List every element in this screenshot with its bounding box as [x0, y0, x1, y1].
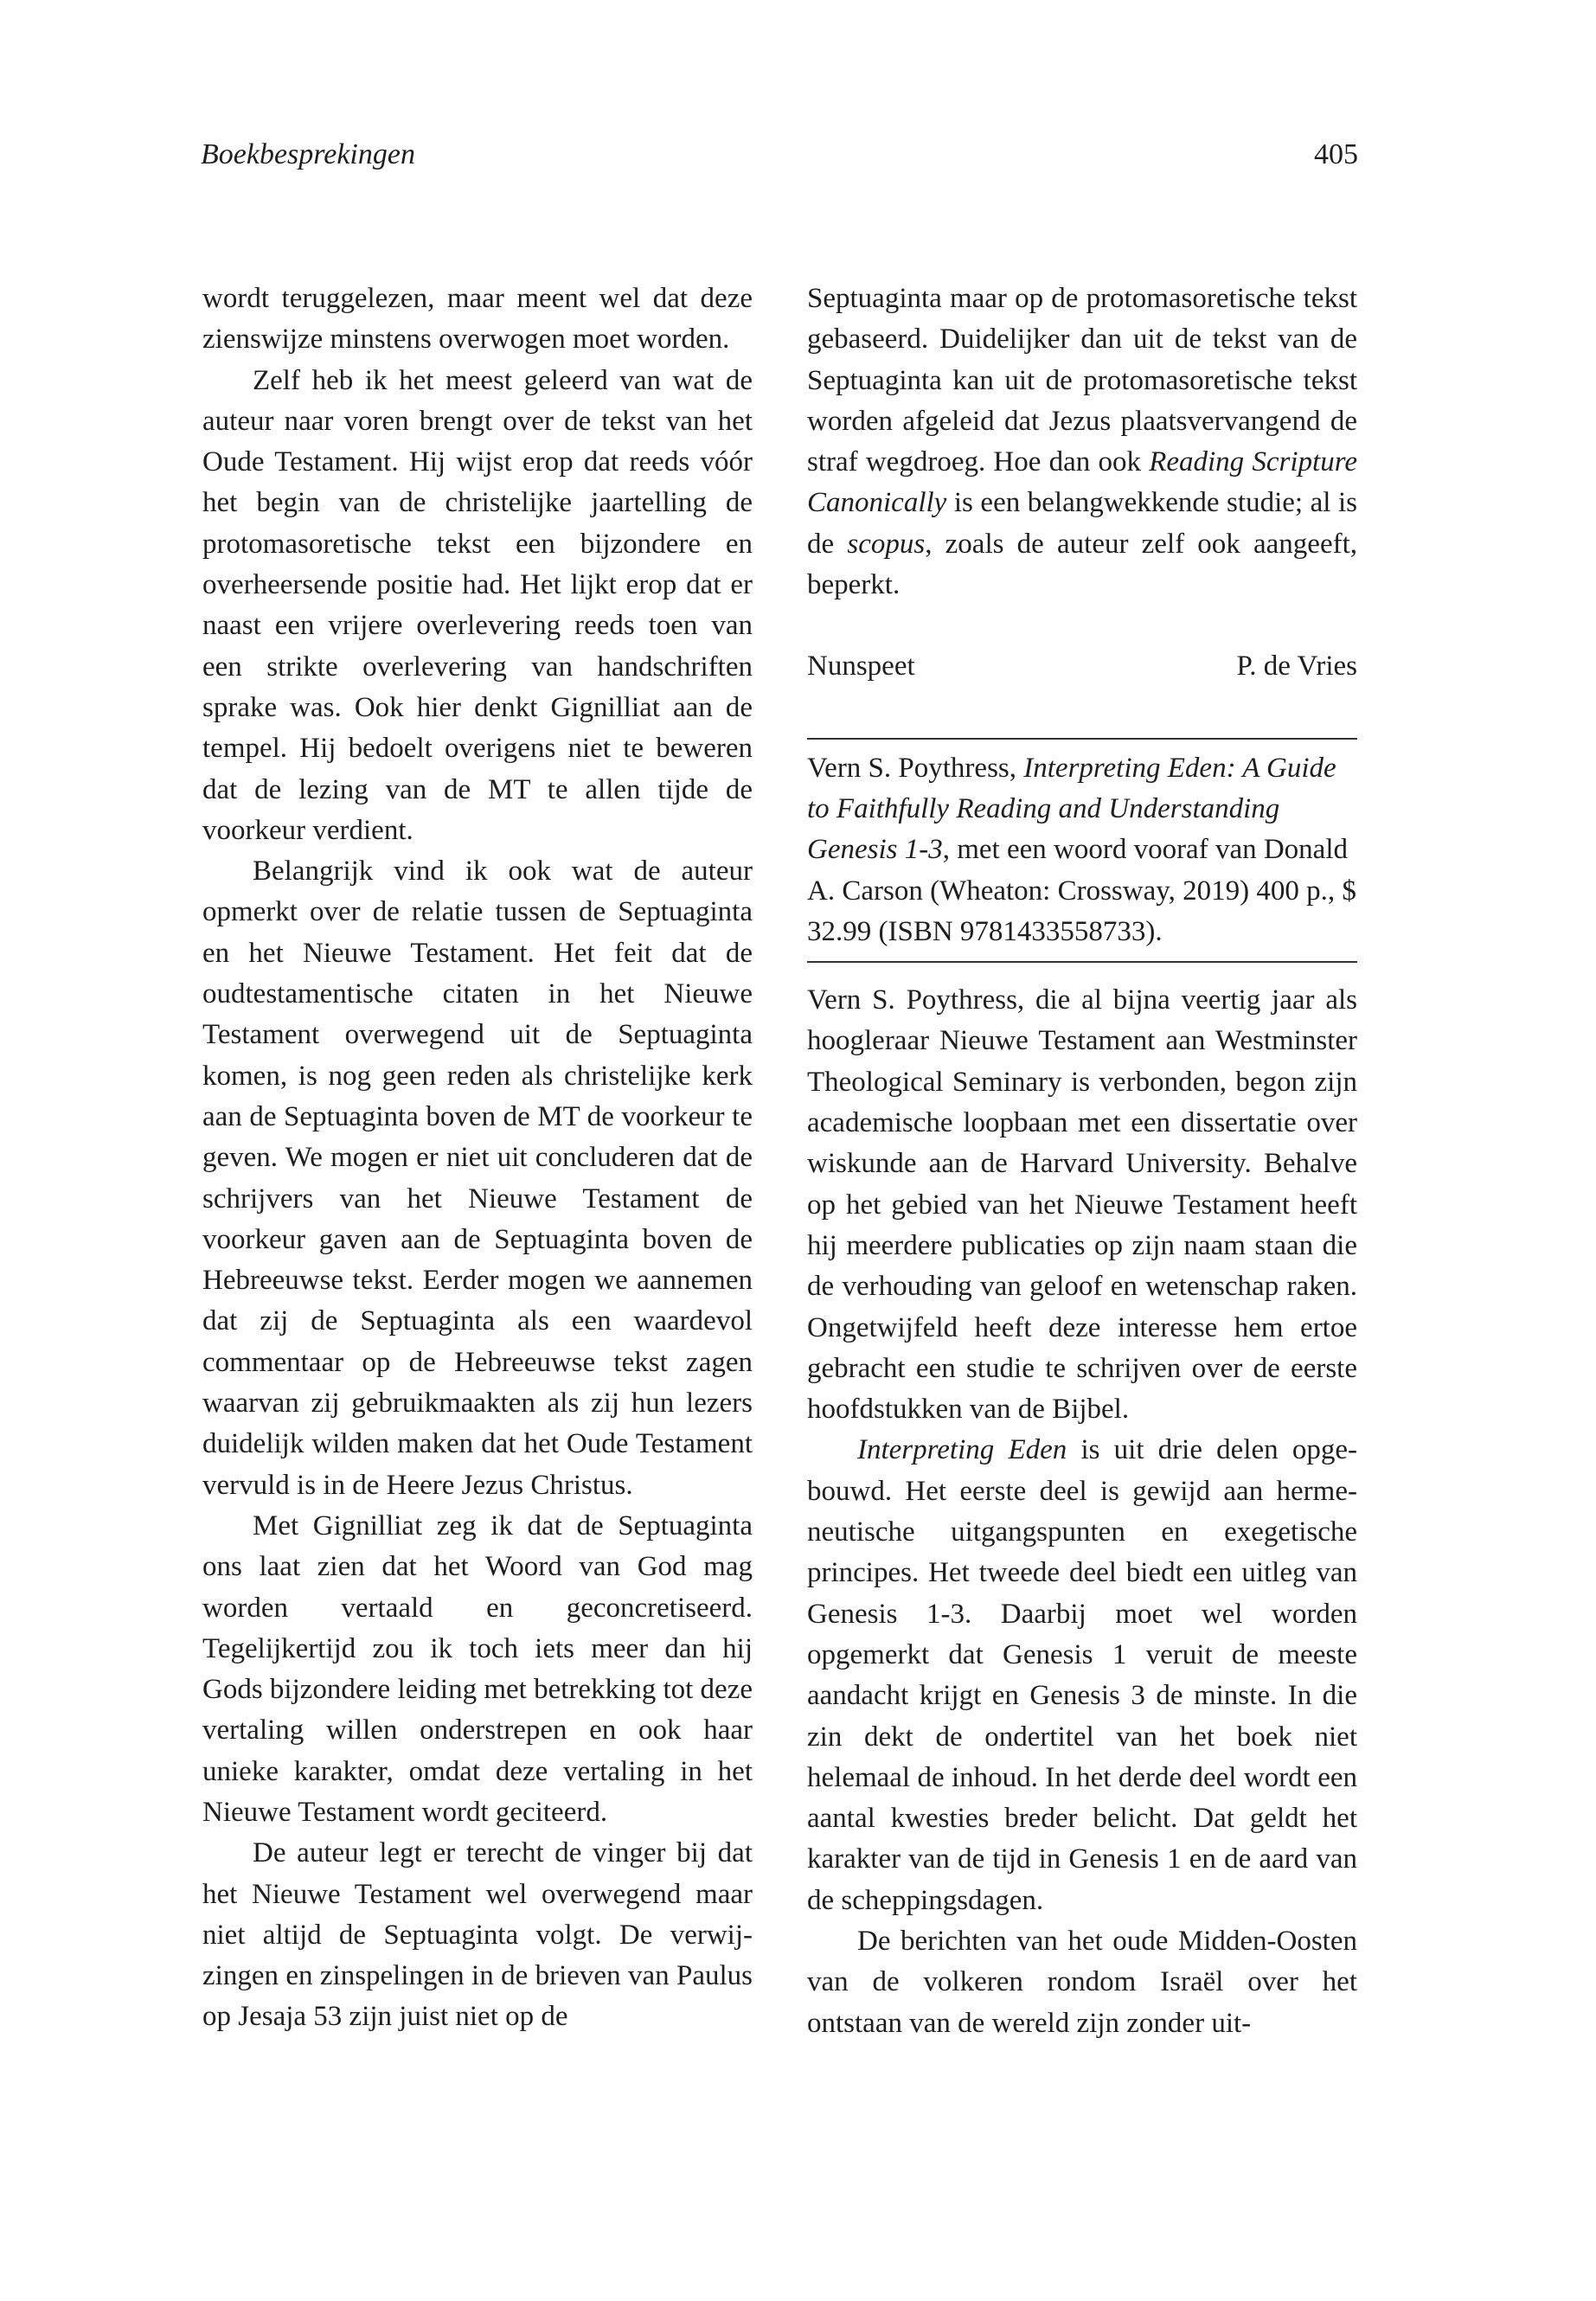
paragraph: [807, 1921, 1357, 2044]
signoff-place: Nunspeet: [807, 651, 915, 683]
paragraph: [807, 1430, 1357, 1921]
italic-text: scopus: [847, 528, 926, 560]
text-run: , met een woord vooraf van Donald A. Carson (Wheaton: Crossway, 2019) 400 p., $ 32.99 (ISBN 9781433558733).: [807, 834, 1356, 947]
paragraph: [202, 279, 753, 361]
paragraph: [202, 1833, 753, 2037]
left-column: [202, 279, 753, 2038]
right-column: [807, 279, 1357, 2044]
review-ending: [807, 279, 1357, 606]
paragraph: [202, 1506, 753, 1833]
text-run: is uit drie delen opgebouwd. Het eerste deel is gewijd aan hermeneutische uitgangspunten en exegetische principes. Het tweede deel biedt een uitleg van Genesis 1-3. Daarbij moet wel worden opgemerkt dat Genesis 1 veruit de meeste aandacht krijgt en Genesis 3 de minste. In die zin dekt de ondertitel van het boek niet helemaal de inhoud. In het derde deel wordt een aantal kwesties breder belicht. Dat geldt het karakter van de tijd in Genesis 1 en de aard van de scheppingsdagen.: [807, 1434, 1357, 1916]
text-run: Vern S. Poythress,: [807, 752, 1024, 784]
italic-text: Reading Scripture Canonically: [807, 446, 1357, 519]
review-signoff: [807, 646, 1357, 687]
signoff-reviewer: P. de Vries: [1236, 651, 1357, 683]
paragraph: [202, 851, 753, 1506]
paragraph: [202, 361, 753, 852]
text-run: Vern S. Poythress, die al bijna veertig jaar als hoogleraar Nieuwe Testament aan Westminster Theological Seminary is verbonden, begon zijn academische loopbaan met een dissertatie over wiskunde aan de Harvard University. Behalve op het gebied van het Nieuwe Testament heeft hij meerdere publicaties op zijn naam staan die de verhouding van geloof en wetenschap raken. Ongetwijfeld heeft deze interesse hem ertoe gebracht een studie te schrijven over de eerste hoofdstukken van de Bijbel.: [807, 984, 1357, 1426]
paragraph: [807, 980, 1357, 1430]
text-run: wordt teruggelezen, maar meent wel dat deze zienswijze minstens overwogen moet worden.: [202, 283, 753, 356]
text-run: Met Gignilliat zeg ik dat de Septuaginta ons laat zien dat het Woord van God mag worden vertaald en geconcretiseerd. Tegelijkertijd zou ik toch iets meer dan hij Gods bijzondere leiding met betrekking tot deze vertaling willen onderstrepen en ook haar unieke karakter, omdat deze vertaling in het Nieuwe Testament wordt geciteerd.: [202, 1509, 753, 1828]
page-number: 405: [1314, 138, 1358, 170]
text-run: is een belangwekkende studie; al is de: [807, 487, 1357, 560]
bibliographic-entry: [807, 748, 1357, 952]
text-run: De auteur legt er terecht de vinger bij dat het Nieuwe Testament wel overwegend maar niet altijd de Septuaginta volgt. De verwijzingen en zinspelingen in de brieven van Paulus op Jesaja 53 zijn juist niet op de: [202, 1837, 753, 2033]
text-run: Belangrijk vind ik ook wat de auteur opmerkt over de relatie tussen de Septuaginta en het Nieuwe Testament. Het feit dat de oudtestamentische citaten in het Nieuwe Testament overwegend uit de Septuaginta komen, is nog geen reden als christelijke kerk aan de Septuaginta boven de MT de voorkeur te geven. We mogen er niet uit concluderen dat de schrijvers van het Nieuwe Testament de voorkeur gaven aan de Septuaginta boven de Hebreeuwse tekst. Eerder mogen we aannemen dat zij de Septuaginta als een waardevol commentaar op de Hebreeuwse tekst zagen waarvan zij gebruikmaakten als zij hun lezers duidelijk wilden maken dat het Oude Testament vervuld is in de Heere Jezus Christus.: [202, 856, 753, 1501]
text-run: Zelf heb ik het meest geleerd van wat de auteur naar voren brengt over de tekst van het Oude Testament. Hij wijst erop dat reeds vóór het begin van de christelijke jaartelling de protomasoretische tekst een bijzondere en overheersende positie had. Het lijkt erop dat er naast een vrijere overlevering reeds toen van een strikte overlevering van handschriften sprake was. Ook hier denkt Gignilliat aan de tempel. Hij bedoelt overigens niet te beweren dat de lezing van de MT te allen tijde de voorkeur verdient.: [202, 364, 753, 846]
text-run: Septuaginta maar op de protomasoretische tekst gebaseerd. Duidelijker dan uit de tekst van de Septuaginta kan uit de protomasoretische tekst worden afgeleid dat Jezus plaatsvervangend de straf wegdroeg. Hoe dan ook: [807, 283, 1357, 478]
divider-top: [807, 738, 1357, 740]
divider-bottom: [807, 961, 1357, 963]
text-run: De berichten van het oude Midden-Oosten van de volkeren rondom Israël over het ontstaan van de wereld zijn zonder uit-: [807, 1925, 1357, 2039]
running-head: Boekbesprekingen: [201, 138, 415, 170]
italic-text: Interpreting Eden: A Guide to Faithfully Reading and Understanding Genesis 1-3: [807, 752, 1336, 866]
italic-text: Interpreting Eden: [857, 1434, 1067, 1466]
text-run: , zoals de auteur zelf ook aangeeft, beperkt.: [807, 528, 1357, 601]
